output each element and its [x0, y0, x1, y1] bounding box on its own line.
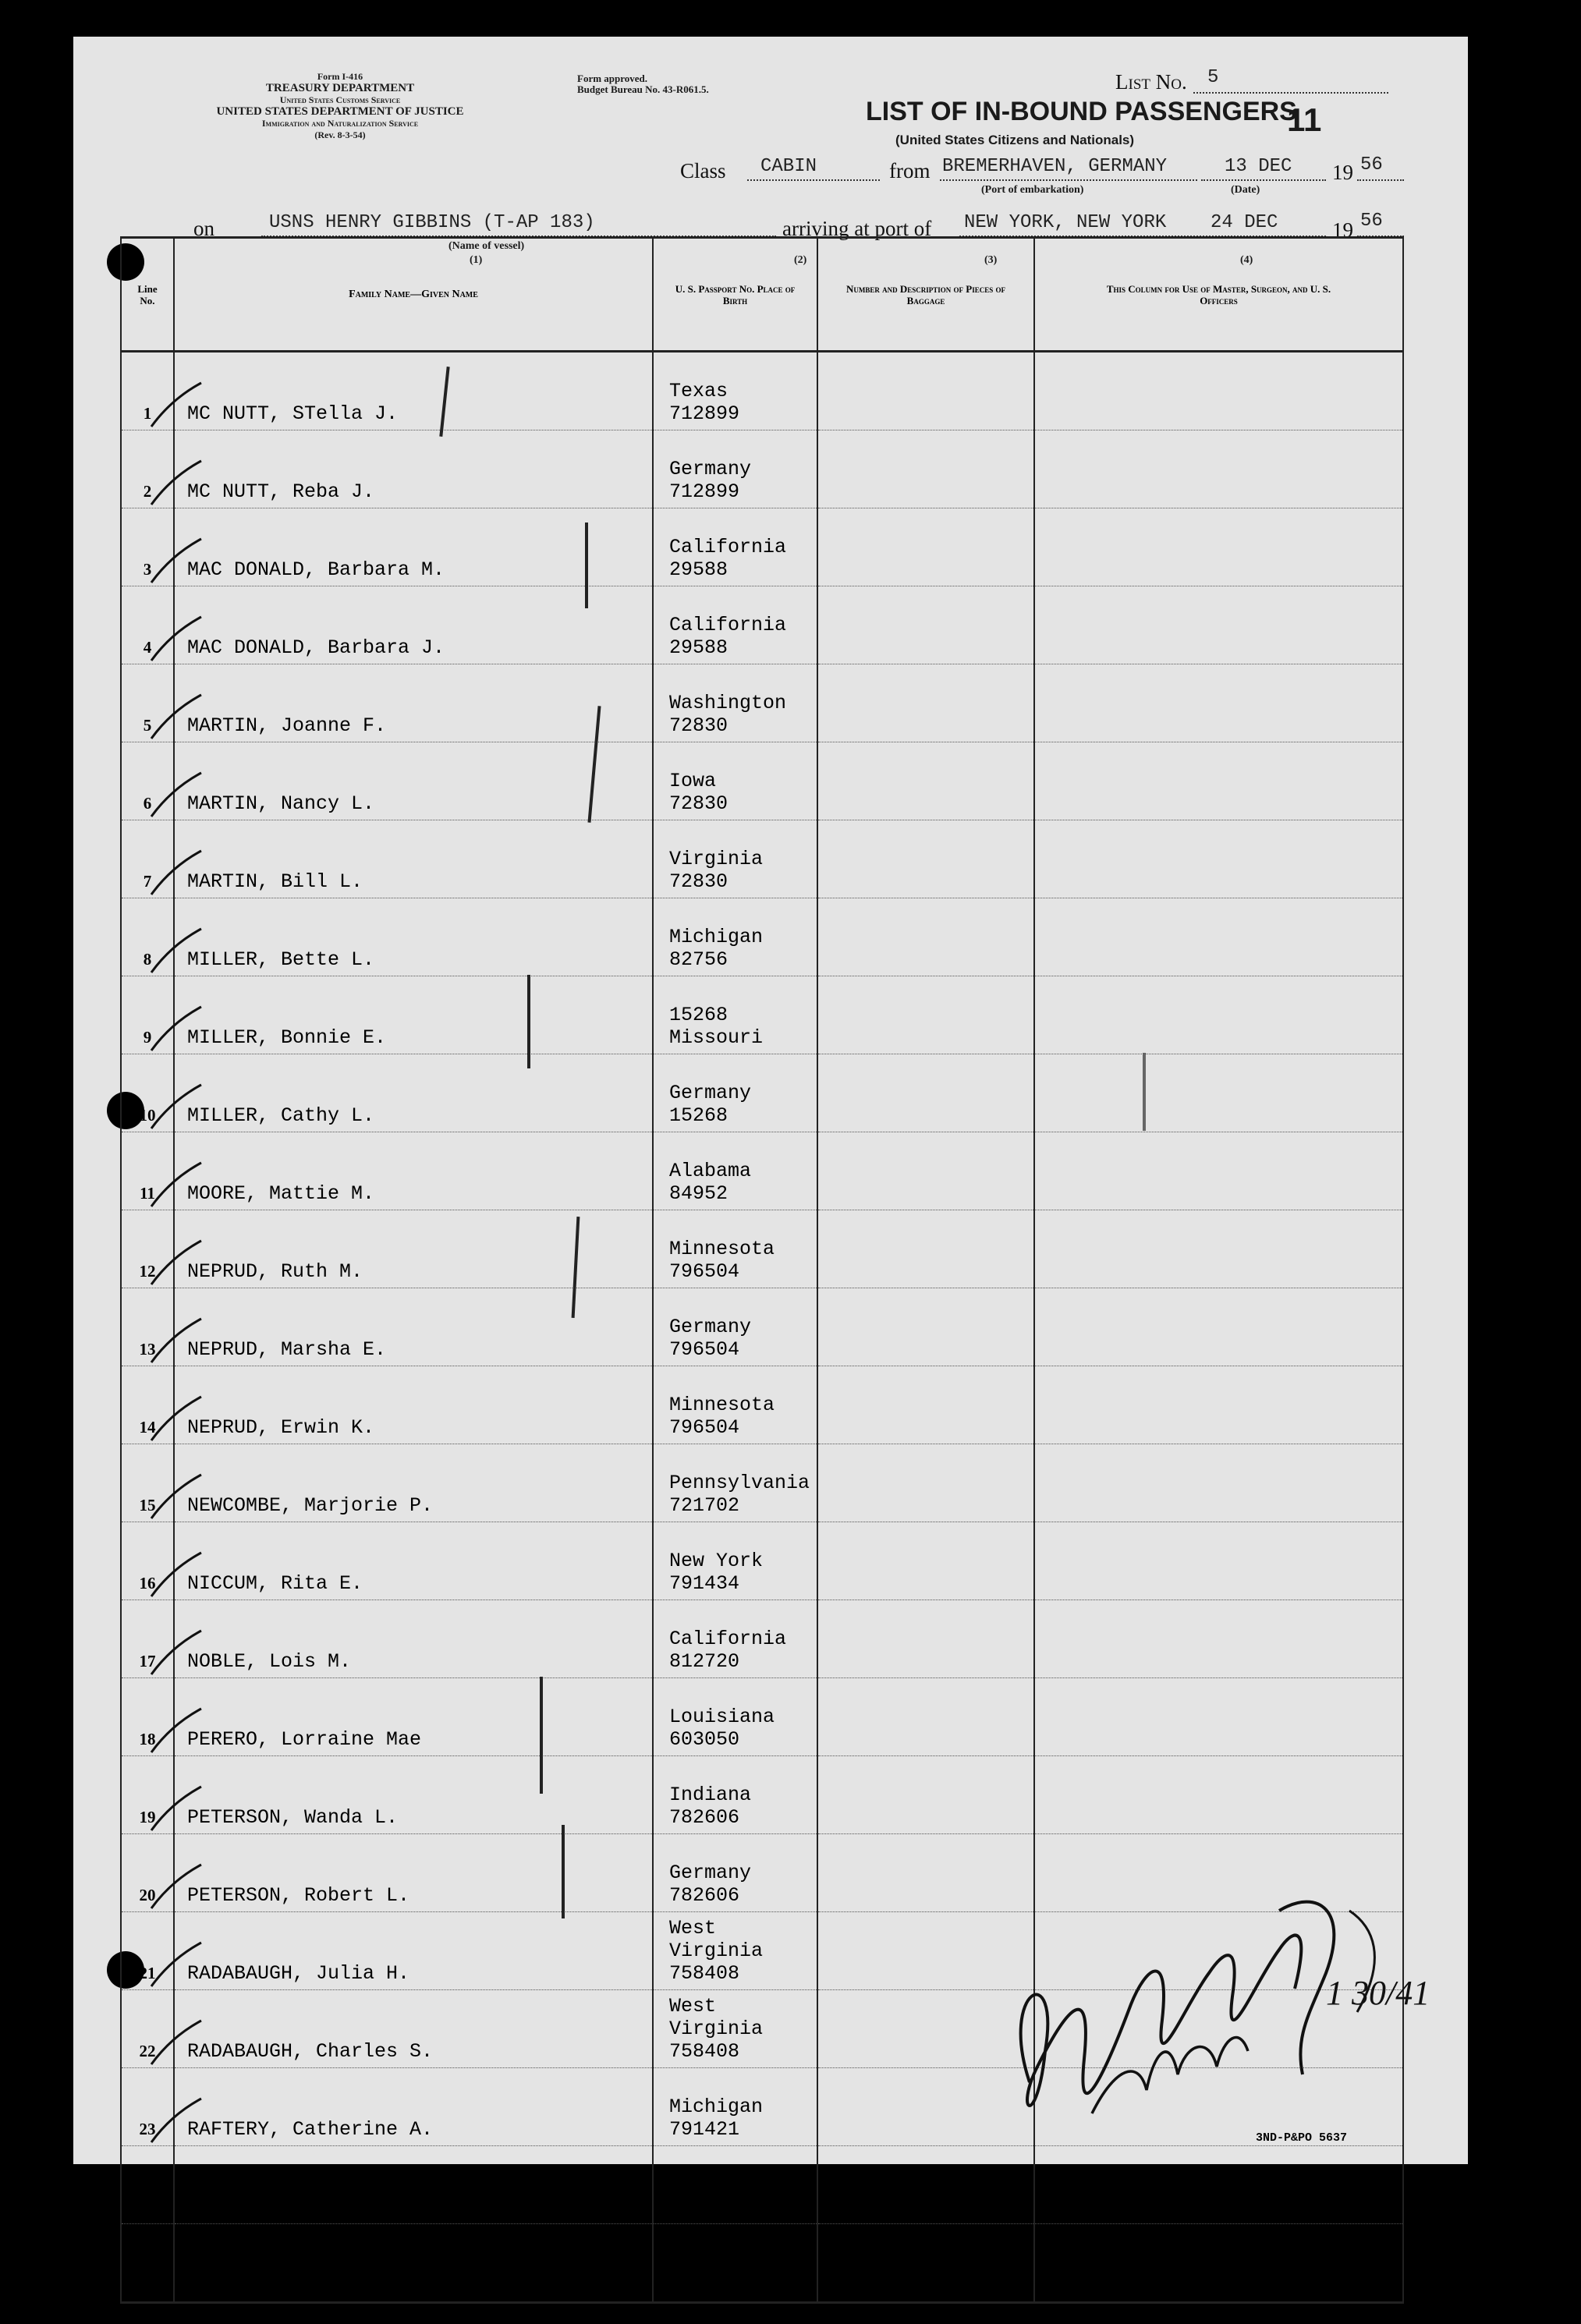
passenger-name-text: MAC DONALD, Barbara M. — [187, 558, 445, 581]
page-subtitle: (United States Citizens and Nationals) — [895, 133, 1135, 147]
passport-place — [653, 1054, 817, 1132]
passenger-name-text: RADABAUGH, Charles S. — [187, 2040, 434, 2063]
header-officers: This Column for Use of Master, Surgeon, and U. S. Officers — [1034, 238, 1403, 352]
officers-cell — [1034, 742, 1403, 820]
table-header-row — [121, 238, 1403, 352]
embarkation-caption: (Port of embarkation) — [981, 184, 1084, 196]
passport-place — [653, 976, 817, 1054]
passenger-name — [174, 1990, 653, 2068]
passenger-name-text: MAC DONALD, Barbara J. — [187, 636, 445, 659]
page-title: LIST OF IN-BOUND PASSENGERS — [866, 97, 1297, 126]
place-line-top: California — [669, 1628, 787, 1650]
officers-cell — [1034, 430, 1403, 508]
officers-cell — [1034, 508, 1403, 586]
passport-place — [653, 1678, 817, 1756]
passenger-name — [174, 2146, 653, 2224]
check-mark — [145, 1938, 204, 1993]
place-line-bottom: 15268 — [669, 1104, 728, 1127]
departure-year-underline — [1357, 179, 1404, 181]
from-label: from — [889, 159, 931, 182]
embarkation-port: BREMERHAVEN, GERMANY — [942, 156, 1168, 177]
place-line-bottom: 796504 — [669, 1260, 740, 1283]
officers-cell — [1034, 1210, 1403, 1288]
passport-place — [653, 1912, 817, 1990]
passenger-name — [174, 508, 653, 586]
passenger-name — [174, 1834, 653, 1912]
form-revision: (Rev. 8-3-54) — [314, 129, 366, 140]
passport-place — [653, 586, 817, 664]
place-line-top: Louisiana — [669, 1706, 775, 1728]
place-line-bottom: 603050 — [669, 1728, 740, 1751]
table-row — [121, 1132, 1403, 1210]
check-mark — [145, 1782, 204, 1837]
passenger-name-text: PETERSON, Robert L. — [187, 1884, 410, 1907]
baggage-cell — [817, 352, 1034, 430]
table-row — [121, 1288, 1403, 1366]
officers-cell — [1034, 1756, 1403, 1834]
passenger-name — [174, 1054, 653, 1132]
officers-cell — [1034, 1678, 1403, 1756]
column-marker-1: (1) — [470, 254, 483, 266]
line-number: 5 — [121, 664, 174, 742]
line-number: 16 — [121, 1522, 174, 1600]
place-line-bottom: 84952 — [669, 1182, 728, 1205]
passenger-name — [174, 2224, 653, 2303]
passenger-name — [174, 430, 653, 508]
check-mark — [145, 1314, 204, 1369]
line-number: 12 — [121, 1210, 174, 1288]
passenger-name — [174, 820, 653, 898]
line-number: 8 — [121, 898, 174, 976]
list-number: 5 — [1207, 67, 1219, 88]
line-number: 18 — [121, 1678, 174, 1756]
list-label: List No. — [1115, 70, 1187, 94]
form-approved: Form approved. — [577, 73, 648, 84]
place-line-top: Alabama — [669, 1160, 752, 1182]
departure-year-prefix: 19 — [1332, 161, 1353, 184]
passport-place — [653, 2068, 817, 2146]
line-number: 7 — [121, 820, 174, 898]
passport-place — [653, 1522, 817, 1600]
passenger-name-text: MILLER, Bonnie E. — [187, 1026, 387, 1049]
table-row — [121, 508, 1403, 586]
class-label: Class — [680, 159, 726, 182]
place-line-top: New York — [669, 1550, 764, 1572]
officers-cell — [1034, 1522, 1403, 1600]
pencil-mark — [585, 523, 588, 608]
table-row — [121, 976, 1403, 1054]
place-line-top: 15268 — [669, 1004, 728, 1026]
passenger-name — [174, 742, 653, 820]
passenger-name-text: MARTIN, Bill L. — [187, 870, 363, 893]
check-mark — [145, 1002, 204, 1057]
passport-place — [653, 1444, 817, 1522]
column-marker-2: (2) — [794, 254, 807, 266]
baggage-cell — [817, 976, 1034, 1054]
justice-department: UNITED STATES DEPARTMENT OF JUSTICE — [216, 105, 464, 118]
passenger-name-text: MILLER, Cathy L. — [187, 1104, 375, 1127]
line-number: 25 — [121, 2224, 174, 2303]
passenger-name — [174, 1522, 653, 1600]
place-line-top: Michigan — [669, 2095, 764, 2118]
baggage-cell — [817, 1522, 1034, 1600]
officers-cell — [1034, 586, 1403, 664]
place-line-bottom: 72830 — [669, 792, 728, 815]
passport-place — [653, 664, 817, 742]
line-number: 23 — [121, 2068, 174, 2146]
immigration-service: Immigration and Naturalization Service — [261, 118, 419, 129]
place-line-bottom: 72830 — [669, 870, 728, 893]
passenger-name — [174, 352, 653, 430]
place-line-bottom: 758408 — [669, 2040, 740, 2063]
officers-cell — [1034, 820, 1403, 898]
passenger-name — [174, 1366, 653, 1444]
passport-place — [653, 1756, 817, 1834]
check-mark — [145, 1158, 204, 1213]
place-line-bottom: 812720 — [669, 1650, 740, 1673]
check-mark — [145, 768, 204, 823]
passenger-name-text: NEWCOMBE, Marjorie P. — [187, 1494, 434, 1517]
check-mark — [145, 1626, 204, 1681]
departure-date-underline — [1201, 179, 1326, 181]
baggage-cell — [817, 1210, 1034, 1288]
arrival-year-prefix: 19 — [1332, 218, 1353, 242]
place-line-bottom: 29588 — [669, 558, 728, 581]
check-mark — [145, 1860, 204, 1915]
table-row — [121, 1600, 1403, 1678]
table-row — [121, 1366, 1403, 1444]
officer-signature — [983, 1879, 1430, 2168]
table-row — [121, 898, 1403, 976]
passenger-name-text: MARTIN, Nancy L. — [187, 792, 375, 815]
check-mark — [145, 1704, 204, 1759]
passenger-name — [174, 1210, 653, 1288]
passenger-name — [174, 1756, 653, 1834]
passenger-name — [174, 1288, 653, 1366]
place-line-top: West Virginia — [669, 1917, 764, 1962]
place-line-top: California — [669, 536, 787, 558]
place-line-top: Washington — [669, 692, 787, 714]
pencil-mark — [1143, 1053, 1146, 1131]
passenger-name — [174, 976, 653, 1054]
passport-place — [653, 1366, 817, 1444]
officers-cell — [1034, 1132, 1403, 1210]
officers-cell — [1034, 664, 1403, 742]
table-row — [121, 820, 1403, 898]
place-line-bottom: 796504 — [669, 1338, 740, 1361]
table-row — [121, 1054, 1403, 1132]
place-line-top: Iowa — [669, 770, 717, 792]
place-line-bottom: 796504 — [669, 1416, 740, 1439]
place-line-bottom: 758408 — [669, 1962, 740, 1985]
officers-cell — [1034, 1054, 1403, 1132]
passenger-name-text: NOBLE, Lois M. — [187, 1650, 352, 1673]
place-line-top: Michigan — [669, 926, 764, 948]
check-mark — [145, 534, 204, 589]
form-number: Form I-416 — [317, 71, 363, 82]
baggage-cell — [817, 430, 1034, 508]
check-mark — [145, 612, 204, 667]
vessel-caption: (Name of vessel) — [448, 240, 525, 252]
passport-place — [653, 430, 817, 508]
place-line-top: Pennsylvania — [669, 1472, 810, 1494]
line-number: 19 — [121, 1756, 174, 1834]
place-line-top: Germany — [669, 1082, 752, 1104]
passport-place — [653, 1288, 817, 1366]
check-mark — [145, 2094, 204, 2149]
svg-text:1 30/41: 1 30/41 — [1326, 1974, 1430, 2012]
place-line-bottom: 29588 — [669, 636, 728, 659]
line-number: 6 — [121, 742, 174, 820]
passport-place — [653, 1210, 817, 1288]
passenger-name-text: NICCUM, Rita E. — [187, 1572, 363, 1595]
baggage-cell — [817, 1132, 1034, 1210]
passenger-name — [174, 1444, 653, 1522]
baggage-cell — [817, 1288, 1034, 1366]
passport-place — [653, 2224, 817, 2303]
check-mark — [145, 1080, 204, 1135]
table-row — [121, 2224, 1403, 2303]
class-underline — [747, 179, 880, 181]
baggage-cell — [817, 898, 1034, 976]
column-marker-4: (4) — [1240, 254, 1253, 266]
passenger-name — [174, 664, 653, 742]
place-line-top: California — [669, 614, 787, 636]
budget-bureau: Budget Bureau No. 43-R061.5. — [577, 83, 709, 95]
passenger-name-text: NEPRUD, Ruth M. — [187, 1260, 363, 1283]
line-number: 1 — [121, 352, 174, 430]
table-row — [121, 1522, 1403, 1600]
place-line-bottom: Missouri — [669, 1026, 764, 1049]
arrival-date: 24 DEC — [1211, 212, 1278, 233]
pencil-mark — [562, 1825, 565, 1918]
passport-place — [653, 1990, 817, 2068]
line-number: 22 — [121, 1990, 174, 2068]
check-mark — [145, 2016, 204, 2071]
passenger-name-text: MOORE, Mattie M. — [187, 1182, 375, 1205]
on-label: on — [193, 217, 214, 240]
officers-cell — [1034, 1366, 1403, 1444]
place-line-bottom: 712899 — [669, 402, 740, 425]
passenger-name — [174, 1132, 653, 1210]
line-number: 9 — [121, 976, 174, 1054]
vessel-name: USNS HENRY GIBBINS (T-AP 183) — [269, 212, 595, 233]
check-mark — [145, 378, 204, 433]
agency-block — [184, 71, 496, 141]
embarkation-underline — [940, 179, 1197, 181]
check-mark — [145, 456, 204, 511]
check-mark — [145, 690, 204, 745]
arriving-label: arriving at port of — [782, 217, 932, 240]
place-line-top: Germany — [669, 1862, 752, 1884]
table-row — [121, 742, 1403, 820]
place-line-top: Minnesota — [669, 1394, 775, 1416]
place-line-top: Indiana — [669, 1784, 752, 1806]
line-number: 17 — [121, 1600, 174, 1678]
table-row — [121, 1444, 1403, 1522]
arrival-port: NEW YORK, NEW YORK — [964, 212, 1167, 233]
passenger-name-text: MC NUTT, Reba J. — [187, 480, 375, 503]
check-mark — [145, 1392, 204, 1447]
line-number: 24 — [121, 2146, 174, 2224]
passport-place — [653, 2146, 817, 2224]
passport-place — [653, 1600, 817, 1678]
table-row — [121, 352, 1403, 430]
baggage-cell — [817, 586, 1034, 664]
baggage-cell — [817, 742, 1034, 820]
treasury-department: TREASURY DEPARTMENT — [265, 82, 415, 94]
departure-year: 56 — [1360, 154, 1383, 175]
header-line-no: Line No. — [121, 238, 174, 352]
table-row — [121, 1756, 1403, 1834]
line-number: 3 — [121, 508, 174, 586]
passenger-name — [174, 1600, 653, 1678]
stamp-number: 11 — [1287, 101, 1322, 138]
place-line-bottom: 782606 — [669, 1884, 740, 1907]
place-line-bottom: 712899 — [669, 480, 740, 503]
list-underline — [1193, 92, 1388, 94]
line-number: 15 — [121, 1444, 174, 1522]
passenger-name — [174, 1912, 653, 1990]
baggage-cell — [817, 1756, 1034, 1834]
line-number: 21 — [121, 1912, 174, 1990]
passport-place — [653, 352, 817, 430]
passenger-name-text: MARTIN, Joanne F. — [187, 714, 387, 737]
passenger-name-text: MILLER, Bette L. — [187, 948, 375, 971]
place-line-top: Germany — [669, 458, 752, 480]
check-mark — [145, 846, 204, 901]
passport-place — [653, 1132, 817, 1210]
baggage-cell — [817, 664, 1034, 742]
passport-place — [653, 898, 817, 976]
check-mark — [145, 1470, 204, 1525]
passenger-name — [174, 586, 653, 664]
approval-block — [577, 73, 709, 95]
passenger-name-text: PERERO, Lorraine Mae — [187, 1728, 422, 1751]
line-number: 20 — [121, 1834, 174, 1912]
column-marker-3: (3) — [984, 254, 998, 266]
pencil-mark — [527, 975, 530, 1068]
line-number: 14 — [121, 1366, 174, 1444]
passenger-name-text: NEPRUD, Marsha E. — [187, 1338, 387, 1361]
place-line-bottom: 82756 — [669, 948, 728, 971]
pencil-mark — [540, 1677, 543, 1794]
baggage-cell — [817, 820, 1034, 898]
table-row — [121, 586, 1403, 664]
printer-code: 3ND-P&PO 5637 — [1255, 2131, 1347, 2145]
officers-cell — [1034, 2224, 1403, 2303]
customs-service: United States Customs Service — [279, 94, 401, 105]
passport-place — [653, 820, 817, 898]
check-mark — [145, 924, 204, 979]
passenger-name — [174, 1678, 653, 1756]
place-line-top: Germany — [669, 1316, 752, 1338]
baggage-cell — [817, 1678, 1034, 1756]
passport-place — [653, 742, 817, 820]
passenger-name — [174, 898, 653, 976]
passport-place — [653, 1834, 817, 1912]
check-mark — [145, 1548, 204, 1603]
baggage-cell — [817, 1444, 1034, 1522]
passenger-name-text: RAFTERY, Catherine A. — [187, 2118, 434, 2141]
baggage-cell — [817, 1600, 1034, 1678]
line-number: 4 — [121, 586, 174, 664]
place-line-bottom: 791421 — [669, 2118, 740, 2141]
place-line-top: Virginia — [669, 848, 764, 870]
table-row — [121, 430, 1403, 508]
place-line-bottom: 782606 — [669, 1806, 740, 1829]
place-line-bottom: 721702 — [669, 1494, 740, 1517]
departure-date: 13 DEC — [1225, 156, 1292, 177]
line-number: 2 — [121, 430, 174, 508]
officers-cell — [1034, 1288, 1403, 1366]
header-name: Family Name—Given Name — [174, 238, 653, 352]
officers-cell — [1034, 1444, 1403, 1522]
baggage-cell — [817, 1054, 1034, 1132]
place-line-bottom: 791434 — [669, 1572, 740, 1595]
passport-place — [653, 508, 817, 586]
passenger-name-text: RADABAUGH, Julia H. — [187, 1962, 410, 1985]
arrival-year: 56 — [1360, 211, 1383, 232]
line-number: 13 — [121, 1288, 174, 1366]
line-number: 10 — [121, 1054, 174, 1132]
table-row — [121, 1210, 1403, 1288]
passenger-name — [174, 2068, 653, 2146]
departure-date-caption: (Date) — [1231, 184, 1260, 196]
place-line-top: Texas — [669, 380, 728, 402]
baggage-cell — [817, 1366, 1034, 1444]
place-line-top: West Virginia — [669, 1995, 764, 2040]
passenger-name-text: PETERSON, Wanda L. — [187, 1806, 399, 1829]
header-passport: U. S. Passport No. Place of Birth — [653, 238, 817, 352]
baggage-cell — [817, 2224, 1034, 2303]
officers-cell — [1034, 898, 1403, 976]
place-line-bottom: 72830 — [669, 714, 728, 737]
table-row — [121, 664, 1403, 742]
officers-cell — [1034, 1600, 1403, 1678]
check-mark — [145, 1236, 204, 1291]
passenger-name-text: NEPRUD, Erwin K. — [187, 1416, 375, 1439]
class-value: CABIN — [760, 156, 817, 177]
table-row — [121, 1678, 1403, 1756]
baggage-cell — [817, 508, 1034, 586]
passenger-name-text: MC NUTT, STella J. — [187, 402, 399, 425]
header-baggage: Number and Description of Pieces of Baggage — [817, 238, 1034, 352]
officers-cell — [1034, 352, 1403, 430]
place-line-top: Minnesota — [669, 1238, 775, 1260]
officers-cell — [1034, 976, 1403, 1054]
line-number: 11 — [121, 1132, 174, 1210]
